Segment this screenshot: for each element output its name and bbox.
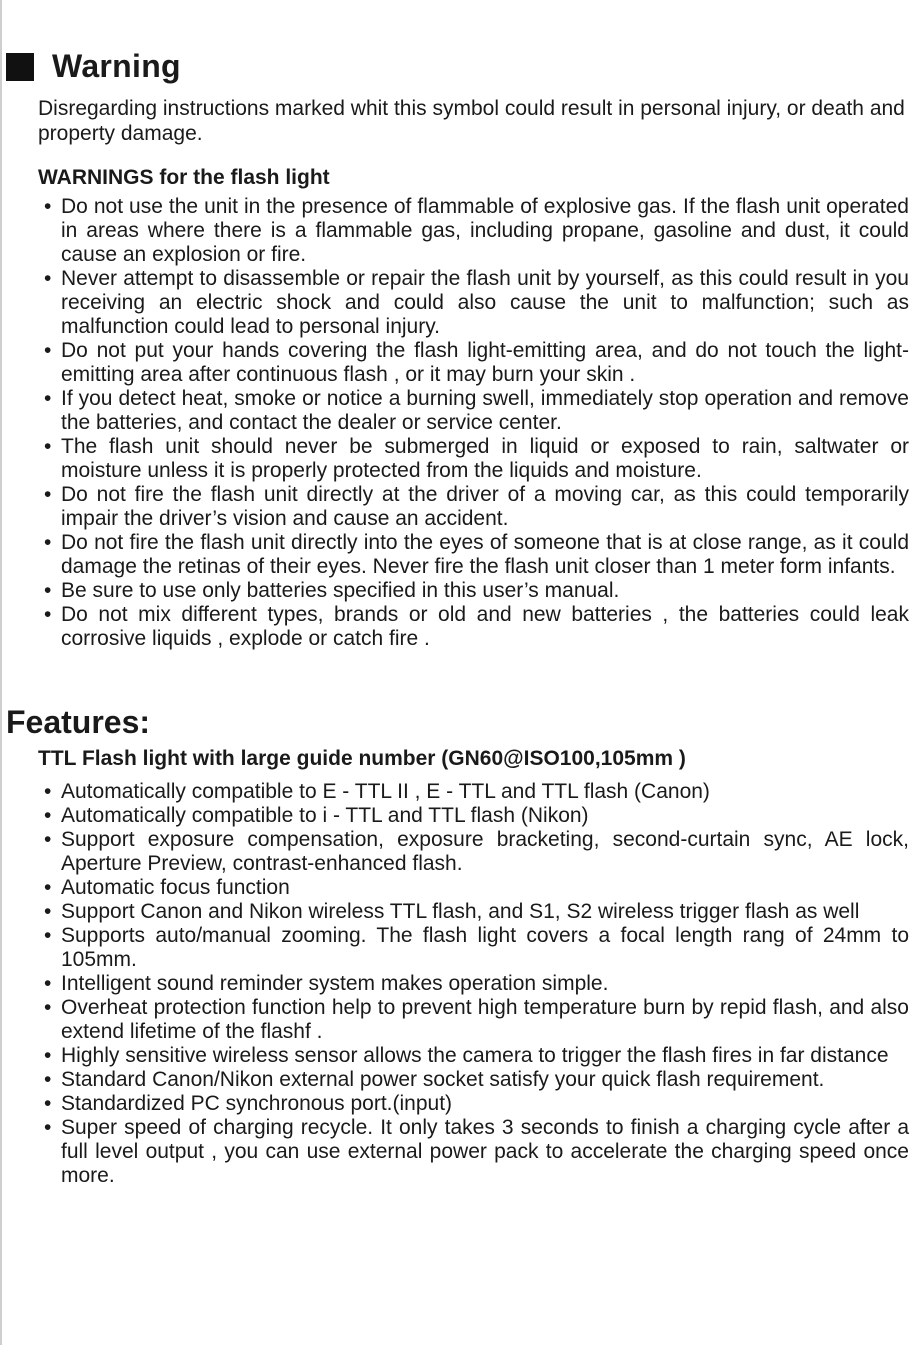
warning-item [41, 195, 909, 267]
bullet-icon: • [44, 780, 52, 803]
bullet-icon: • [44, 195, 52, 218]
warning-item [41, 531, 909, 579]
bullet-icon: • [44, 483, 52, 506]
warning-item [41, 267, 909, 339]
bullet-icon: • [44, 1044, 52, 1067]
warning-header [6, 48, 181, 85]
feature-item-text: Super speed of charging recycle. It only takes 3 seconds to finish a charging cycle after a full level output , you can use external power pack to accelerate the charging speed once more. [61, 1116, 909, 1187]
feature-item [41, 1068, 909, 1092]
feature-item [41, 972, 909, 996]
bullet-icon: • [44, 876, 52, 899]
bullet-icon: • [44, 603, 52, 626]
warning-title: Warning [52, 48, 181, 84]
bullet-icon: • [44, 900, 52, 923]
page-edge-rule [0, 0, 2, 1345]
feature-item [41, 780, 909, 804]
warning-item [41, 387, 909, 435]
warning-item [41, 483, 909, 531]
warning-item-text: Be sure to use only batteries specified in this user’s manual. [61, 579, 620, 602]
warnings-subheading: WARNINGS for the flash light [38, 166, 330, 189]
bullet-icon: • [44, 996, 52, 1019]
feature-item-text: Automatically compatible to E - TTL II , E - TTL and TTL flash (Canon) [61, 780, 710, 803]
feature-item [41, 1092, 909, 1116]
feature-item [41, 1116, 909, 1188]
feature-item [41, 876, 909, 900]
feature-item [41, 828, 909, 876]
feature-item [41, 804, 909, 828]
feature-item-text: Overheat protection function help to prevent high temperature burn by repid flash, and also extend lifetime of the flashf . [61, 996, 909, 1043]
bullet-icon: • [44, 435, 52, 458]
feature-item [41, 924, 909, 972]
feature-item-text: Automatic focus function [61, 876, 290, 899]
feature-item [41, 1044, 909, 1068]
feature-item-text: Intelligent sound reminder system makes operation simple. [61, 972, 609, 995]
bullet-icon: • [44, 828, 52, 851]
warning-item-text: Never attempt to disassemble or repair the flash unit by yourself, as this could result in you receiving an electric shock and could also cause the unit to malfunction; such as malfunction could lead to personal injury. [61, 267, 909, 338]
feature-item [41, 996, 909, 1044]
bullet-icon: • [44, 924, 52, 947]
bullet-icon: • [44, 579, 52, 602]
warning-square-icon [6, 53, 34, 81]
features-title: Features: [6, 704, 151, 740]
bullet-icon: • [44, 387, 52, 410]
warning-item-text: Do not mix different types, brands or old and new batteries , the batteries could leak corrosive liquids , explode or catch fire . [61, 603, 909, 650]
bullet-icon: • [44, 804, 52, 827]
warning-item-text: If you detect heat, smoke or notice a burning swell, immediately stop operation and remove the batteries, and contact the dealer or service center. [61, 387, 909, 434]
feature-item-text: Support Canon and Nikon wireless TTL flash, and S1, S2 wireless trigger flash as well [61, 900, 860, 923]
features-subheading: TTL Flash light with large guide number (GN60@ISO100,105mm ) [38, 747, 686, 770]
bullet-icon: • [44, 1068, 52, 1091]
warning-item-text: Do not fire the flash unit directly into the eyes of someone that is at close range, as it could damage the retinas of their eyes. Never fire the flash unit closer than 1 meter form infants. [61, 531, 909, 578]
feature-item-text: Support exposure compensation, exposure bracketing, second-curtain sync, AE lock, Aperture Preview, contrast-enhanced flash. [61, 828, 909, 875]
feature-item-text: Standardized PC synchronous port.(input) [61, 1092, 453, 1115]
warning-intro: Disregarding instructions marked whit this symbol could result in personal injury, or death and property damage. [38, 97, 905, 145]
bullet-icon: • [44, 531, 52, 554]
feature-item-text: Highly sensitive wireless sensor allows the camera to trigger the flash fires in far distance [61, 1044, 889, 1067]
warning-item-text: The flash unit should never be submerged in liquid or exposed to rain, saltwater or moisture unless it is properly protected from the liquids and moisture. [61, 435, 909, 482]
bullet-icon: • [44, 267, 52, 290]
features-list [41, 780, 909, 1188]
bullet-icon: • [44, 339, 52, 362]
warning-item-text: Do not fire the flash unit directly at the driver of a moving car, as this could temporarily impair the driver’s vision and cause an accident. [61, 483, 909, 530]
feature-item-text: Supports auto/manual zooming. The flash light covers a focal length rang of 24mm to 105mm. [61, 924, 909, 971]
warnings-list [41, 195, 909, 651]
warning-item [41, 579, 909, 603]
bullet-icon: • [44, 972, 52, 995]
warning-item-text: Do not put your hands covering the flash light-emitting area, and do not touch the light-emitting area after continuous flash , or it may burn your skin . [61, 339, 909, 386]
warning-item-text: Do not use the unit in the presence of flammable of explosive gas. If the flash unit operated in areas where there is a flammable gas, including propane, gasoline and dust, it could cause an explosion or fire. [61, 195, 909, 266]
bullet-icon: • [44, 1092, 52, 1115]
warning-item [41, 435, 909, 483]
warning-item [41, 339, 909, 387]
feature-item [41, 900, 909, 924]
feature-item-text: Standard Canon/Nikon external power socket satisfy your quick flash requirement. [61, 1068, 825, 1091]
warning-item [41, 603, 909, 651]
bullet-icon: • [44, 1116, 52, 1139]
feature-item-text: Automatically compatible to i - TTL and TTL flash (Nikon) [61, 804, 589, 827]
